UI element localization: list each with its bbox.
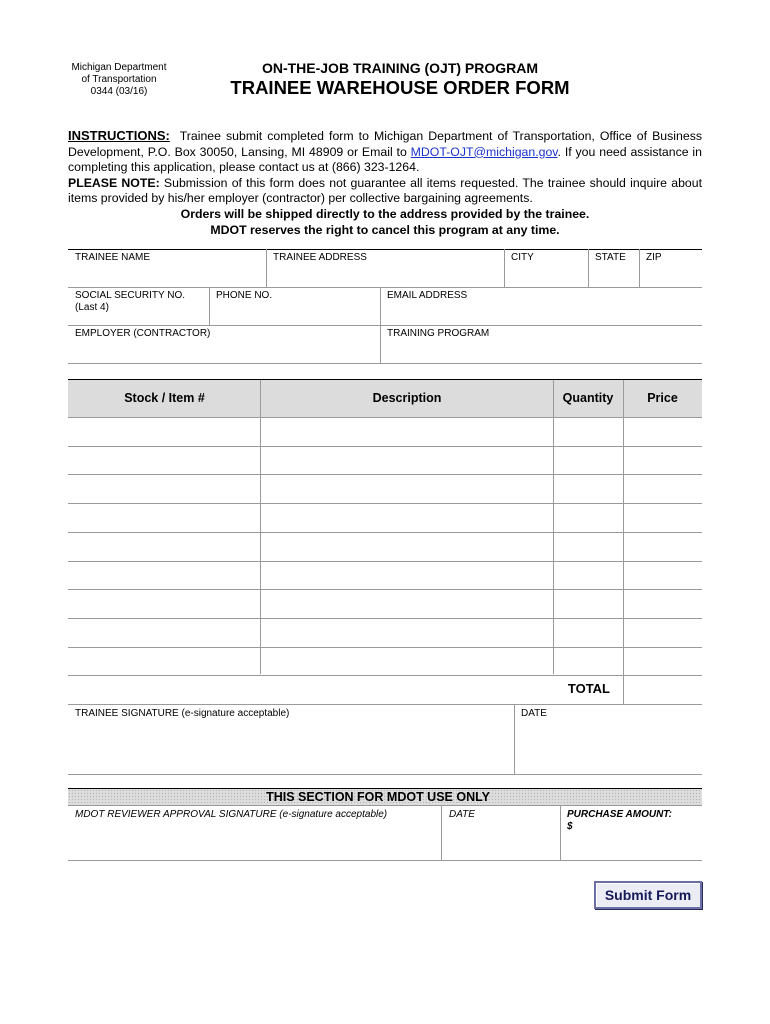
table-row <box>68 446 702 447</box>
trainee-signature-label: TRAINEE SIGNATURE (e-signature acceptable) <box>75 708 290 719</box>
quantity-cell[interactable] <box>557 650 620 673</box>
quantity-cell[interactable] <box>557 477 620 500</box>
quantity-cell[interactable] <box>557 621 620 644</box>
phone-label: PHONE NO. <box>216 290 273 301</box>
quantity-cell[interactable] <box>557 535 620 558</box>
submit-form-button[interactable]: Submit Form <box>594 881 702 909</box>
column-description: Description <box>372 391 442 405</box>
info-divider <box>639 249 640 287</box>
price-cell[interactable] <box>627 449 699 472</box>
trainee-name-field[interactable] <box>75 252 260 284</box>
signature-divider <box>514 704 515 774</box>
signature-date-field[interactable] <box>521 708 699 770</box>
email-address-label: EMAIL ADDRESS <box>387 290 468 301</box>
currency-symbol: $ <box>567 821 573 832</box>
table-row <box>68 618 702 619</box>
column-price: Price <box>647 391 678 405</box>
total-label: TOTAL <box>567 681 610 696</box>
state-field[interactable] <box>595 252 635 284</box>
instructions-heading: INSTRUCTIONS: <box>68 128 170 143</box>
stock-item-cell[interactable] <box>71 449 257 472</box>
ssn-sublabel: (Last 4) <box>75 302 109 313</box>
form-title: TRAINEE WAREHOUSE ORDER FORM <box>230 77 570 98</box>
mdot-divider <box>441 805 442 860</box>
info-divider <box>266 249 267 287</box>
price-cell[interactable] <box>627 592 699 615</box>
training-program-label: TRAINING PROGRAM <box>387 328 490 339</box>
cancel-notice: MDOT reserves the right to cancel this program at any time. <box>210 223 560 237</box>
price-cell[interactable] <box>627 535 699 558</box>
column-stock-item: Stock / Item # <box>124 391 205 405</box>
description-cell[interactable] <box>264 506 550 529</box>
column-quantity: Quantity <box>562 391 614 405</box>
employer-field[interactable] <box>75 328 375 360</box>
description-cell[interactable] <box>264 449 550 472</box>
mdot-top-border <box>68 788 702 789</box>
price-cell[interactable] <box>627 506 699 529</box>
signature-bottom-border <box>68 774 702 775</box>
program-title: ON-THE-JOB TRAINING (OJT) PROGRAM <box>261 60 539 76</box>
total-value-field[interactable] <box>626 677 700 701</box>
table-row <box>68 417 702 418</box>
signature-top-border <box>68 704 702 705</box>
city-field[interactable] <box>511 252 583 284</box>
description-cell[interactable] <box>264 535 550 558</box>
mdot-bottom-border <box>68 860 702 861</box>
stock-item-cell[interactable] <box>71 592 257 615</box>
info-divider <box>209 287 210 325</box>
instructions-block <box>68 128 702 207</box>
description-cell[interactable] <box>264 650 550 673</box>
instructions-contact-text: . If you need assistance in completing this application, please contact us at (866) 323-1264. <box>68 144 702 174</box>
reviewer-signature-label: MDOT REVIEWER APPROVAL SIGNATURE (e-signature acceptable) <box>75 809 388 820</box>
info-divider <box>380 287 381 363</box>
description-cell[interactable] <box>264 592 550 615</box>
items-top-border <box>68 379 702 380</box>
quantity-cell[interactable] <box>557 564 620 587</box>
phone-field[interactable] <box>216 290 376 322</box>
quantity-cell[interactable] <box>557 449 620 472</box>
email-address-field[interactable] <box>387 290 699 322</box>
zip-label: ZIP <box>646 252 662 263</box>
trainee-signature-field[interactable] <box>75 708 510 770</box>
description-cell[interactable] <box>264 477 550 500</box>
column-divider <box>553 380 554 674</box>
table-row <box>68 561 702 562</box>
mdot-date-field[interactable] <box>449 809 557 857</box>
stock-item-cell[interactable] <box>71 650 257 673</box>
mdot-date-label: DATE <box>449 809 475 820</box>
column-divider <box>260 380 261 674</box>
price-cell[interactable] <box>627 477 699 500</box>
info-divider <box>588 249 589 287</box>
info-divider <box>504 249 505 287</box>
department-block <box>60 62 178 98</box>
quantity-cell[interactable] <box>557 506 620 529</box>
department-name-line2: of Transportation <box>81 74 157 85</box>
note-heading: PLEASE NOTE: <box>68 175 160 190</box>
description-cell[interactable] <box>264 564 550 587</box>
purchase-amount-label: PURCHASE AMOUNT: <box>567 809 672 820</box>
quantity-cell[interactable] <box>557 592 620 615</box>
mdot-bar-border <box>68 805 702 806</box>
quantity-cell[interactable] <box>557 420 620 443</box>
shipping-notice: Orders will be shipped directly to the address provided by the trainee. <box>180 207 590 221</box>
trainee-name-label: TRAINEE NAME <box>75 252 151 263</box>
price-cell[interactable] <box>627 650 699 673</box>
price-cell[interactable] <box>627 420 699 443</box>
stock-item-cell[interactable] <box>71 420 257 443</box>
email-link[interactable]: MDOT-OJT@michigan.gov <box>410 144 558 159</box>
mdot-section-title: THIS SECTION FOR MDOT USE ONLY <box>266 790 490 804</box>
price-cell[interactable] <box>627 621 699 644</box>
note-text: Submission of this form does not guarantee all items requested. The trainee should inquire about items provided by his/her employer (contractor) per collective bargaining agreements. <box>68 175 703 205</box>
table-row <box>68 647 702 648</box>
signature-date-label: DATE <box>521 708 547 719</box>
stock-item-cell[interactable] <box>71 535 257 558</box>
table-row <box>68 589 702 590</box>
description-cell[interactable] <box>264 621 550 644</box>
column-divider <box>623 380 624 704</box>
table-row <box>68 503 702 504</box>
stock-item-cell[interactable] <box>71 477 257 500</box>
training-program-field[interactable] <box>387 328 699 360</box>
table-row <box>68 474 702 475</box>
stock-item-cell[interactable] <box>71 506 257 529</box>
info-row1-border <box>68 287 702 288</box>
price-cell[interactable] <box>627 564 699 587</box>
table-row <box>68 532 702 533</box>
mdot-divider <box>560 805 561 860</box>
employer-label: EMPLOYER (CONTRACTOR) <box>75 328 211 339</box>
ssn-field[interactable] <box>75 290 205 322</box>
trainee-address-label: TRAINEE ADDRESS <box>273 252 367 263</box>
form-number: 0344 (03/16) <box>90 86 148 97</box>
info-row3-border <box>68 363 702 364</box>
info-row2-border <box>68 325 702 326</box>
info-top-border <box>68 249 702 250</box>
stock-item-cell[interactable] <box>71 621 257 644</box>
trainee-address-field[interactable] <box>273 252 498 284</box>
city-label: CITY <box>511 252 534 263</box>
department-name-line1: Michigan Department <box>71 62 167 73</box>
table-bottom-border <box>68 675 702 676</box>
description-cell[interactable] <box>264 420 550 443</box>
stock-item-cell[interactable] <box>71 564 257 587</box>
purchase-amount-field[interactable] <box>567 809 699 857</box>
state-label: STATE <box>595 252 626 263</box>
zip-field[interactable] <box>646 252 700 284</box>
reviewer-signature-field[interactable] <box>75 809 437 857</box>
instructions-text: Trainee submit completed form to Michigan Department of Transportation, Office of Business Development, P.O. Box 30050, Lansing, MI 48909 or Email to <box>68 129 702 159</box>
ssn-label: SOCIAL SECURITY NO. <box>75 290 186 301</box>
